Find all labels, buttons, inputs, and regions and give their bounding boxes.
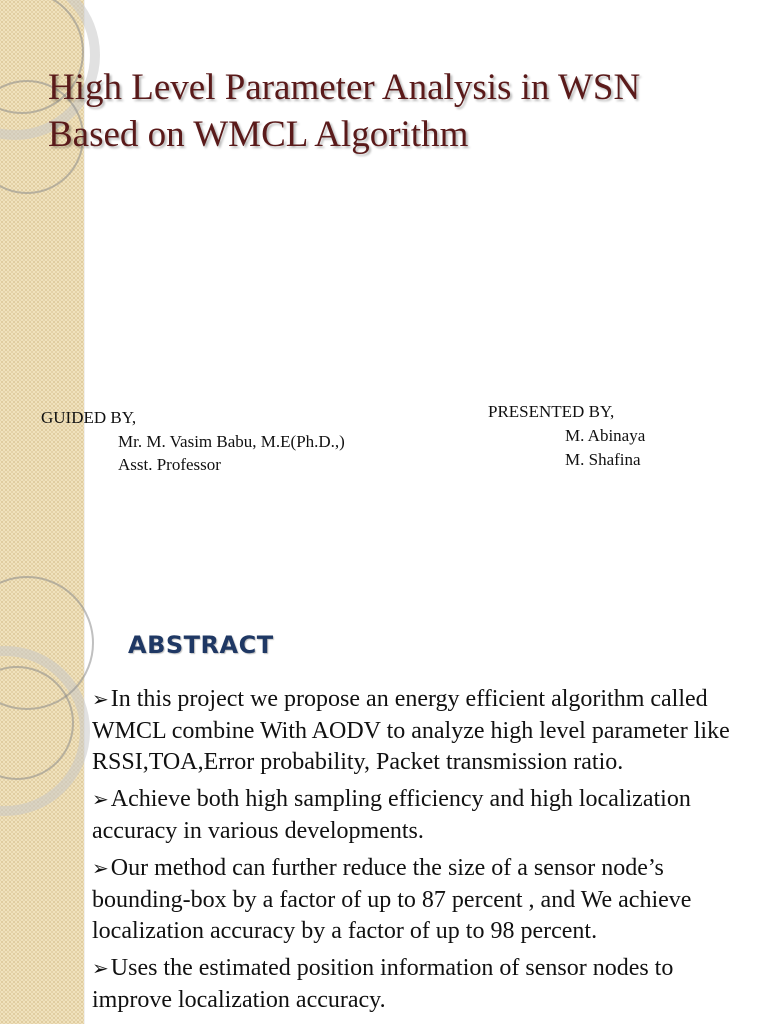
guide-role: Asst. Professor (118, 455, 221, 474)
bullet-text: Uses the estimated position information of sensor nodes to improve localization accuracy. (92, 955, 674, 1013)
abstract-heading: ABSTRACT (128, 631, 274, 659)
arrow-bullet-icon: ➢ (92, 789, 109, 811)
arrow-bullet-icon: ➢ (92, 958, 109, 980)
list-item (92, 953, 742, 1016)
presented-by-heading: PRESENTED BY, (488, 402, 615, 421)
slide-title: High Level Parameter Analysis in WSN Based on WMCL Algorithm (48, 67, 641, 155)
presenter-name: M. Shafina (565, 450, 641, 469)
list-item (92, 853, 742, 947)
guide-name: Mr. M. Vasim Babu, M.E(Ph.D.,) (118, 432, 345, 451)
bullet-text: In this project we propose an energy efficient algorithm called WMCL combine With AODV to analyze high level parameter like RSSI,TOA,Error probability, Packet transmission ratio. (92, 686, 730, 775)
arrow-bullet-icon: ➢ (92, 858, 109, 880)
guided-by-heading: GUIDED BY, (41, 408, 137, 427)
list-item (92, 784, 742, 847)
presenter-name: M. Abinaya (565, 426, 646, 445)
bullet-text: Our method can further reduce the size of a sensor node’s bounding-box by a factor of up to 87 percent , and We achieve localization accuracy by a factor of up to 98 percent. (92, 855, 692, 944)
list-item (92, 684, 742, 778)
bullet-text: Achieve both high sampling efficiency and high localization accuracy in various developments. (92, 786, 691, 844)
abstract-slide (0, 576, 768, 1024)
arrow-bullet-icon: ➢ (92, 689, 109, 711)
abstract-bullet-list (92, 684, 742, 1022)
